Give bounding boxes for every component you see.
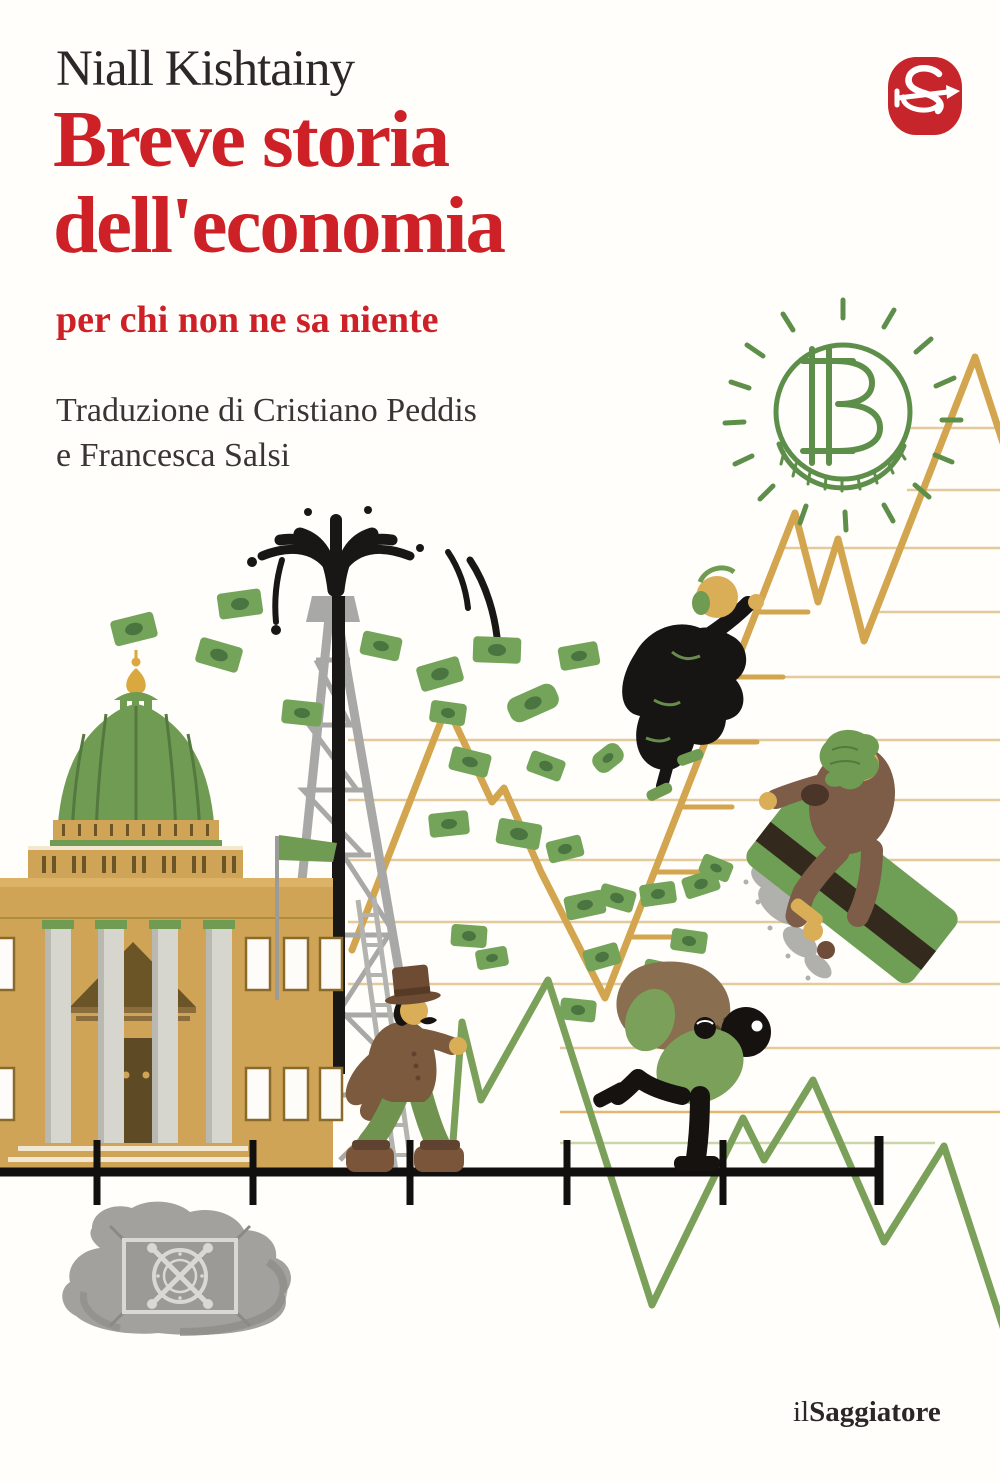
bitcoin-coin-sun-icon — [725, 300, 961, 530]
translation-line-2: e Francesca Salsi — [56, 437, 291, 474]
translation-credit — [56, 388, 477, 478]
publisher-wordmark: Saggiatore — [809, 1396, 941, 1428]
saggiatore-s-arrow-icon — [888, 57, 962, 135]
derrick-pipe — [332, 596, 345, 1074]
translation-line-1: Traduzione di Cristiano Peddis — [56, 392, 477, 429]
book-subtitle: per chi non ne sa niente — [56, 299, 439, 341]
rock-safe — [62, 1202, 291, 1335]
publisher-logo — [888, 57, 962, 135]
bank-building — [0, 650, 342, 1172]
vault-dial-icon — [147, 1243, 213, 1309]
book-title — [53, 96, 504, 268]
climber-hand — [748, 594, 764, 610]
snowboarder-hand — [759, 792, 777, 810]
author-name: Niall Kishtainy — [56, 41, 355, 97]
publisher-prefix: il — [793, 1396, 810, 1428]
title-line-1: Breve storia — [53, 94, 449, 184]
sun-rays — [725, 300, 961, 530]
thief-eye — [752, 1021, 763, 1032]
publisher-name — [793, 1396, 941, 1429]
gentleman-hand — [449, 1037, 467, 1055]
headphone-earcup — [692, 591, 710, 615]
title-line-2: dell'economia — [53, 180, 504, 270]
bitcoin-b-symbol — [803, 349, 880, 463]
thief-with-money-sack — [591, 962, 771, 1171]
